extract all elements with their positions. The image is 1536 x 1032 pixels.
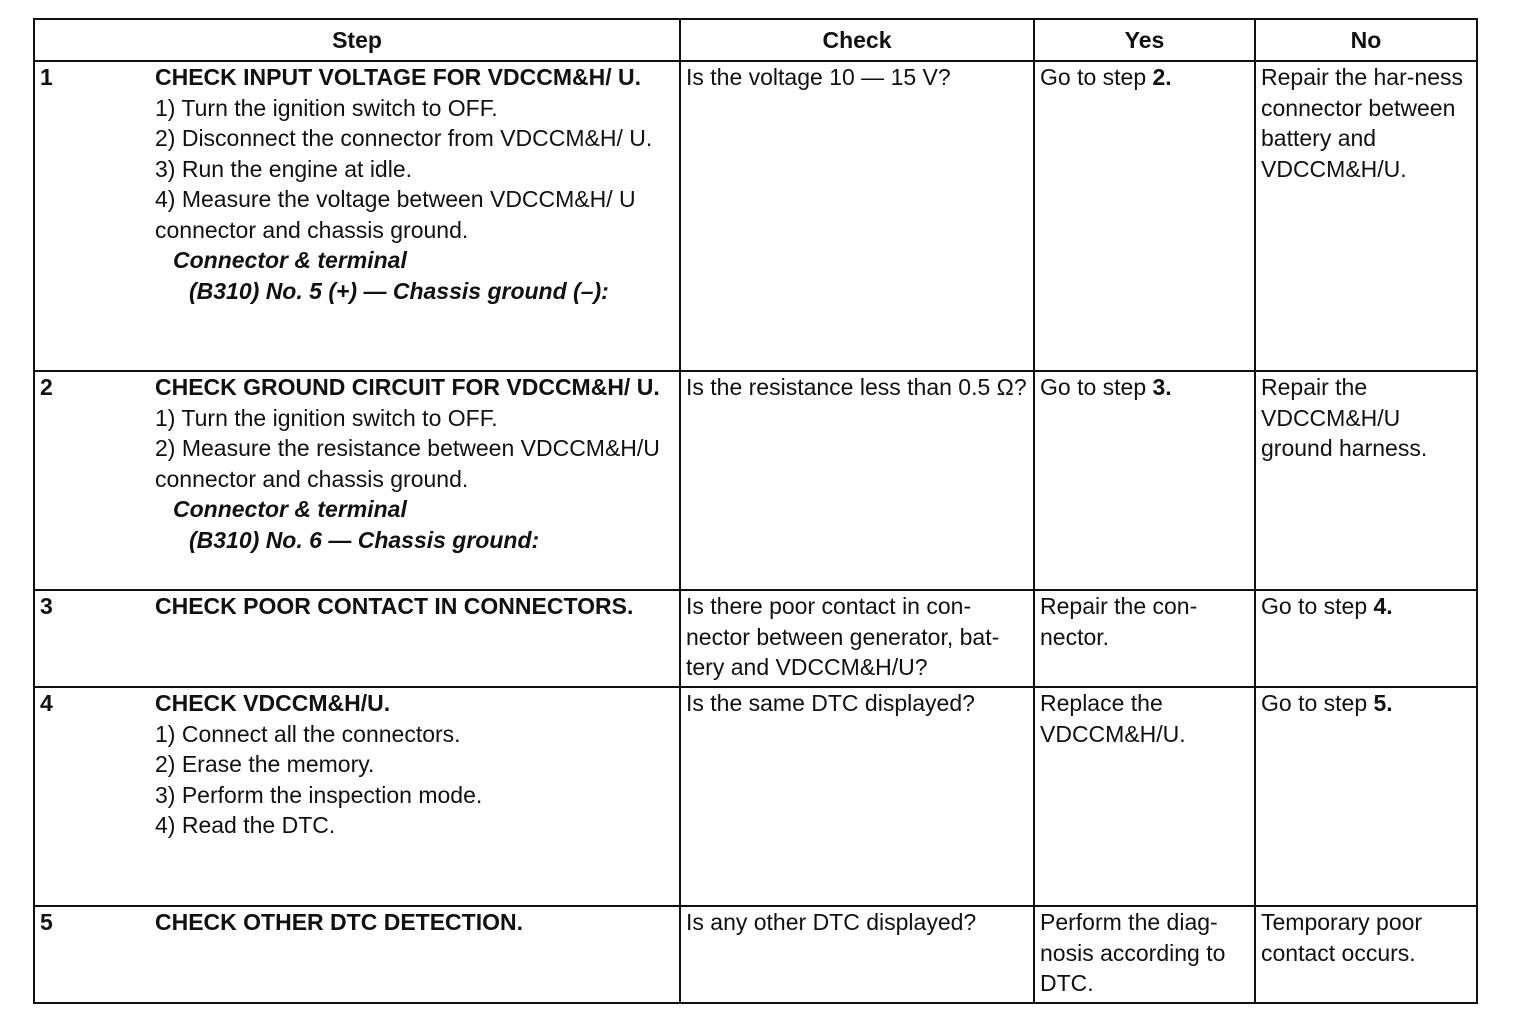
step-body	[155, 62, 679, 306]
table-row	[34, 61, 1477, 371]
step-number: 1	[40, 64, 53, 90]
header-step: Step	[34, 19, 680, 61]
step-cell	[34, 687, 680, 906]
header-row	[34, 19, 1477, 61]
step-title: CHECK POOR CONTACT IN CONNECTORS.	[155, 593, 634, 619]
table-row	[34, 906, 1477, 1003]
table-row	[34, 687, 1477, 906]
no-text: Go to step	[1261, 690, 1374, 716]
check-cell: Is any other DTC displayed?	[680, 906, 1034, 1003]
step-cell	[34, 371, 680, 590]
no-cell	[1255, 371, 1477, 590]
step-instruction: 4) Measure the voltage between VDCCM&H/ U connector and chassis ground.	[155, 186, 636, 243]
connector-terminal-value: (B310) No. 5 (+) — Chassis ground (–):	[189, 277, 609, 304]
yes-cell	[1034, 371, 1255, 590]
yes-step-ref: 3.	[1152, 374, 1172, 400]
no-cell	[1255, 906, 1477, 1003]
header-check: Check	[680, 19, 1034, 61]
step-title: CHECK VDCCM&H/U.	[155, 690, 391, 716]
header-no: No	[1255, 19, 1477, 61]
no-cell	[1255, 61, 1477, 371]
step-instruction: 2) Disconnect the connector from VDCCM&H/ U.	[155, 125, 653, 151]
no-text: Go to step	[1261, 593, 1374, 619]
step-instruction: 1) Turn the ignition switch to OFF.	[155, 404, 498, 431]
no-text: Repair the har-ness connector between battery and VDCCM&H/U.	[1261, 64, 1463, 182]
check-cell: Is the resistance less than 0.5 Ω?	[680, 371, 1034, 590]
diagnostic-table	[33, 18, 1478, 1004]
step-body	[155, 591, 679, 622]
step-instruction: 4) Read the DTC.	[155, 812, 336, 838]
step-cell	[34, 906, 680, 1003]
no-cell	[1255, 590, 1477, 687]
step-body	[155, 372, 679, 555]
step-cell	[34, 61, 680, 371]
check-cell: Is the voltage 10 — 15 V?	[680, 61, 1034, 371]
no-cell	[1255, 687, 1477, 906]
step-title: CHECK INPUT VOLTAGE FOR VDCCM&H/ U.	[155, 64, 641, 90]
step-number: 2	[40, 374, 53, 400]
no-text: Repair the VDCCM&H/U ground harness.	[1261, 374, 1428, 461]
step-instruction: 3) Run the engine at idle.	[155, 155, 413, 182]
yes-cell	[1034, 61, 1255, 371]
yes-cell	[1034, 906, 1255, 1003]
step-body	[155, 688, 679, 841]
step-number: 4	[40, 690, 53, 716]
connector-terminal-value: (B310) No. 6 — Chassis ground:	[189, 526, 540, 553]
check-cell: Is there poor contact in con-nector between generator, bat-tery and VDCCM&H/U?	[680, 590, 1034, 687]
yes-step-ref: 2.	[1152, 64, 1172, 90]
step-number: 5	[40, 909, 53, 935]
table-body	[34, 61, 1477, 1003]
connector-heading: Connector & terminal	[173, 496, 407, 522]
header-yes: Yes	[1034, 19, 1255, 61]
step-instruction: 1) Connect all the connectors.	[155, 720, 461, 747]
yes-cell	[1034, 590, 1255, 687]
yes-cell	[1034, 687, 1255, 906]
step-title: CHECK OTHER DTC DETECTION.	[155, 909, 523, 935]
yes-text: Replace the VDCCM&H/U.	[1040, 690, 1186, 747]
no-step-ref: 4.	[1373, 593, 1393, 619]
table-row	[34, 371, 1477, 590]
step-body	[155, 907, 679, 938]
step-cell	[34, 590, 680, 687]
check-cell: Is the same DTC displayed?	[680, 687, 1034, 906]
yes-text: Go to step	[1040, 374, 1153, 400]
connector-heading: Connector & terminal	[173, 247, 407, 273]
step-instruction: 1) Turn the ignition switch to OFF.	[155, 94, 498, 121]
step-number: 3	[40, 593, 53, 619]
step-title: CHECK GROUND CIRCUIT FOR VDCCM&H/ U.	[155, 374, 660, 400]
no-step-ref: 5.	[1373, 690, 1393, 716]
step-instruction: 2) Erase the memory.	[155, 751, 375, 777]
yes-text: Repair the con-nector.	[1040, 593, 1198, 650]
step-instruction: 3) Perform the inspection mode.	[155, 781, 483, 808]
yes-text: Go to step	[1040, 64, 1153, 90]
table-row	[34, 590, 1477, 687]
yes-text: Perform the diag-nosis according to DTC.	[1040, 909, 1226, 996]
step-instruction: 2) Measure the resistance between VDCCM&H/U connector and chassis ground.	[155, 435, 660, 492]
no-text: Temporary poor contact occurs.	[1261, 909, 1423, 966]
